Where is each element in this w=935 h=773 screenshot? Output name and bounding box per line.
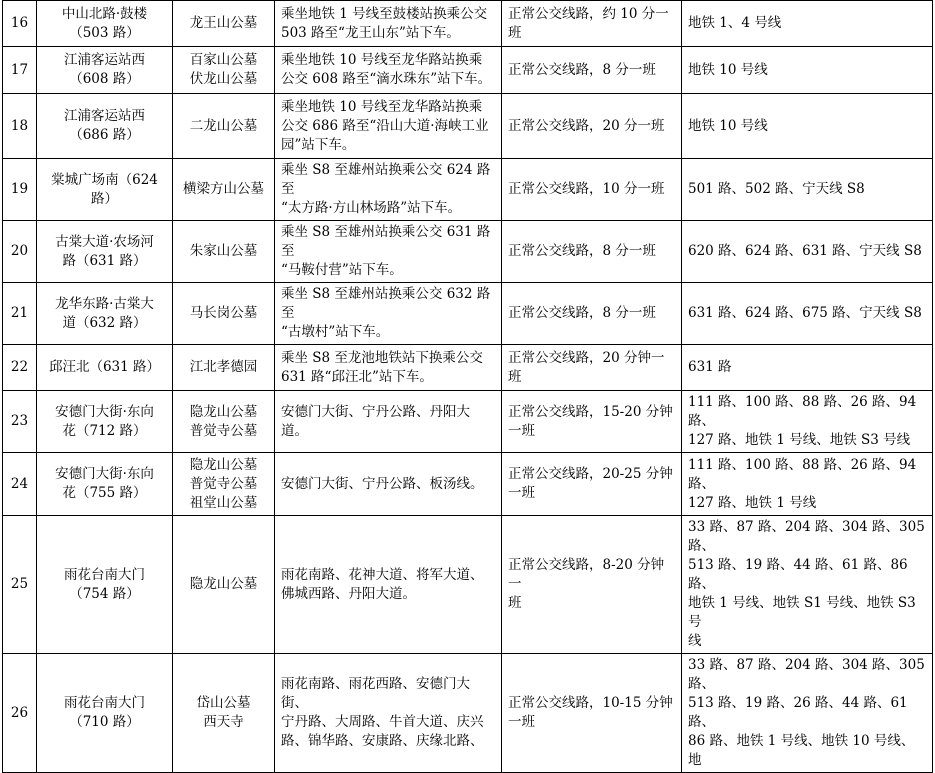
row-number-text: 21 [10,305,29,321]
transfer-cell-text: 地铁 1、4 号线 [688,15,782,31]
service-type-cell [502,1,682,47]
transfer-cell-text: 地铁 10 号线 [688,61,768,78]
cemetery-cell [173,159,275,221]
route-cell [275,345,502,391]
cemetery-cell-text: 江北孝德园 [189,359,258,375]
row-number-text: 18 [10,117,29,134]
bus-stop-cell [37,1,173,47]
transfer-cell-text: 111 路、100 路、88 路、26 路、94 路、 127 路、地铁 1 号线、地铁 S3 号线 [688,394,917,448]
bus-stop-cell-text: 安德门大街·东向 花（712 路） [55,403,154,439]
table-row [3,283,933,345]
row-number [3,221,37,283]
transfer-cell [682,221,933,283]
route-cell [275,654,502,773]
cemetery-cell-text: 横梁方山公墓 [183,181,264,197]
route-table [2,0,933,773]
row-number-text: 22 [10,359,29,375]
cemetery-cell [173,94,275,159]
route-cell-text: 乘坐地铁 10 号线至龙华路站换乘 公交 686 路至“沿山大道·海峡工业 园”站下车。 [281,98,489,153]
cemetery-cell-text: 龙王山公墓 [189,15,258,31]
transfer-cell [682,159,933,221]
transfer-cell [682,94,933,159]
cemetery-cell-text: 百家山公墓 伏龙山公墓 [189,52,258,87]
row-number [3,159,37,221]
cemetery-cell [173,453,275,516]
service-type-cell-text: 正常公交线路，8 分一班 [508,305,656,321]
service-type-cell [502,345,682,391]
row-number-text: 25 [10,576,29,592]
cemetery-cell [173,391,275,453]
bus-stop-cell [37,391,173,453]
transfer-cell-text: 111 路、100 路、88 路、26 路、94 路、 127 路、地铁 1 号线 [688,456,917,511]
cemetery-cell [173,1,275,47]
transfer-cell-text: 33 路、87 路、204 路、304 路、305 路、 513 路、19 路、26 路、44 路、61 路、 86 路、地铁 1 号线、地铁 10 号线、地 [688,657,925,768]
bus-stop-cell [37,516,173,654]
route-cell-text: 乘坐 S8 至雄州站换乘公交 632 路至 “古墩村”站下车。 [281,286,491,340]
service-type-cell-text: 正常公交线路，20 分钟一班 [508,349,665,385]
bus-stop-cell-text: 中山北路·鼓楼 （503 路） [61,5,148,41]
transfer-cell-text: 33 路、87 路、204 路、304 路、305 路、 513 路、19 路、44 路、61 路、86 路、 地铁 1 号线、地铁 S1 号线、地铁 S3 号 线 [688,519,925,649]
table-row [3,1,933,47]
row-number-text: 24 [10,475,29,492]
route-cell [275,221,502,283]
route-table-body [3,1,933,773]
service-type-cell-text: 正常公交线路，20-25 分钟 一班 [508,466,673,501]
service-type-cell [502,221,682,283]
route-cell [275,391,502,453]
table-row [3,516,933,654]
bus-stop-cell-text: 龙华东路·古棠大 道（632 路） [55,295,154,331]
route-cell-text: 乘坐地铁 10 号线至龙华路站换乘 公交 608 路至“滴水珠东”站下车。 [281,52,492,87]
transfer-cell [682,1,933,47]
bus-stop-cell-text: 安德门大街·东向 花（755 路） [55,466,154,501]
table-row [3,453,933,516]
cemetery-cell-text: 隐龙山公墓 [189,576,258,592]
bus-stop-cell [37,345,173,391]
bus-stop-cell-text: 雨花台南大门 （754 路） [64,566,145,602]
cemetery-cell-text: 隐龙山公墓 普觉寺公墓 [189,403,258,439]
row-number [3,516,37,654]
service-type-cell-text: 正常公交线路，10 分一班 [508,181,665,197]
transfer-cell [682,345,933,391]
route-cell-text: 乘坐地铁 1 号线至鼓楼站换乘公交 503 路至“龙王山东”站下车。 [281,5,488,41]
cemetery-cell [173,283,275,345]
route-cell-text: 雨花南路、雨花西路、安德门大街、 宁丹路、大周路、牛首大道、庆兴 路、锦华路、安康路、庆缘北路、 [281,676,484,749]
bus-stop-cell [37,453,173,516]
route-cell [275,516,502,654]
route-cell-text: 乘坐 S8 至雄州站换乘公交 631 路至 “马鞍付营”站下车。 [281,224,491,278]
service-type-cell [502,453,682,516]
row-number [3,391,37,453]
bus-stop-cell-text: 棠城广场南（624 路） [51,171,158,207]
service-type-cell [502,94,682,159]
transfer-cell [682,516,933,654]
bus-stop-cell [37,654,173,773]
cemetery-cell [173,654,275,773]
route-cell-text: 安德门大街、宁丹公路、丹阳大道。 [281,403,470,439]
row-number-text: 16 [10,15,29,31]
route-cell-text: 乘坐 S8 至龙池地铁站下换乘公交 631 路“邱汪北”站下车。 [281,349,483,385]
service-type-cell [502,391,682,453]
cemetery-cell [173,516,275,654]
route-cell [275,47,502,94]
bus-stop-cell-text: 江浦客运站西 （686 路） [64,108,145,143]
service-type-cell [502,283,682,345]
transfer-cell [682,47,933,94]
transfer-cell [682,283,933,345]
cemetery-cell [173,345,275,391]
route-cell-text: 乘坐 S8 至雄州站换乘公交 624 路至 “太方路·方山林场路”站下车。 [281,162,491,216]
transfer-cell-text: 631 路、624 路、675 路、宁天线 S8 [688,305,922,321]
bus-stop-cell-text: 邱汪北（631 路） [48,359,161,375]
cemetery-cell-text: 二龙山公墓 [189,117,258,134]
row-number-text: 20 [10,243,29,259]
bus-stop-cell [37,94,173,159]
transfer-cell [682,654,933,773]
service-type-cell [502,159,682,221]
bus-stop-cell [37,283,173,345]
service-type-cell [502,654,682,773]
row-number-text: 19 [10,181,29,197]
table-row [3,391,933,453]
row-number [3,345,37,391]
bus-stop-cell [37,47,173,94]
transfer-cell [682,453,933,516]
row-number [3,654,37,773]
bus-stop-cell-text: 江浦客运站西 （608 路） [64,52,145,87]
table-row [3,654,933,773]
route-cell-text: 雨花南路、花神大道、将军大道、 佛城西路、丹阳大道。 [281,566,484,602]
cemetery-cell-text: 岱山公墓 西天寺 [196,695,251,730]
service-type-cell [502,47,682,94]
row-number-text: 23 [10,413,29,429]
service-type-cell-text: 正常公交线路，20 分一班 [508,117,665,134]
route-cell [275,453,502,516]
route-cell [275,283,502,345]
row-number-text: 26 [10,704,29,721]
transfer-cell-text: 501 路、502 路、宁天线 S8 [688,181,865,197]
service-type-cell-text: 正常公交线路，15-20 分钟 一班 [508,403,673,439]
service-type-cell-text: 正常公交线路，8 分一班 [508,243,656,259]
transfer-cell-text: 631 路 [688,359,732,375]
table-row [3,221,933,283]
route-cell [275,1,502,47]
transfer-cell [682,391,933,453]
service-type-cell [502,516,682,654]
row-number [3,94,37,159]
table-row [3,47,933,94]
bus-stop-cell [37,221,173,283]
bus-stop-cell-text: 雨花台南大门 （710 路） [64,695,145,730]
cemetery-cell [173,47,275,94]
table-row [3,345,933,391]
row-number [3,283,37,345]
row-number [3,47,37,94]
route-cell [275,94,502,159]
bus-stop-cell [37,159,173,221]
service-type-cell-text: 正常公交线路，约 10 分一 班 [508,5,669,41]
route-cell-text: 安德门大街、宁丹公路、板汤线。 [281,475,484,492]
route-cell [275,159,502,221]
row-number-text: 17 [10,61,29,78]
cemetery-cell-text: 马长岗公墓 [189,305,258,321]
bus-stop-cell-text: 古棠大道·农场河 路（631 路） [55,233,154,269]
cemetery-cell [173,221,275,283]
cemetery-cell-text: 隐龙山公墓 普觉寺公墓 祖堂山公墓 [189,456,258,511]
transfer-cell-text: 620 路、624 路、631 路、宁天线 S8 [688,243,922,259]
transfer-cell-text: 地铁 10 号线 [688,117,768,134]
table-row [3,94,933,159]
service-type-cell-text: 正常公交线路，10-15 分钟 一班 [508,695,673,730]
service-type-cell-text: 正常公交线路，8 分一班 [508,61,656,78]
cemetery-cell-text: 朱家山公墓 [189,243,258,259]
table-row [3,159,933,221]
row-number [3,453,37,516]
service-type-cell-text: 正常公交线路，8-20 分钟一 班 [508,557,665,611]
row-number [3,1,37,47]
